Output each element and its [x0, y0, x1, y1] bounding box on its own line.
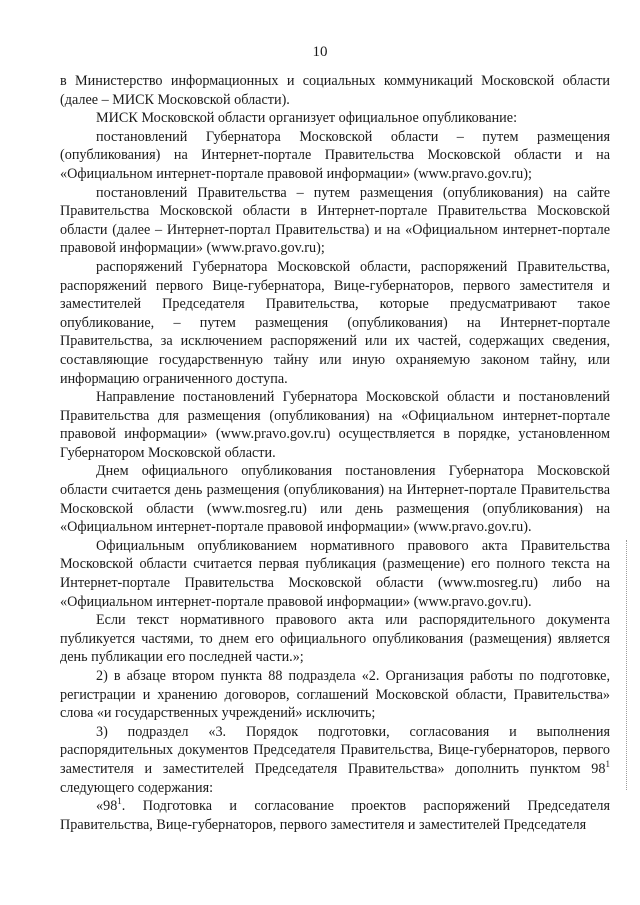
paragraph: постановлений Губернатора Московской области – путем размещения (опубликования) на Интернет-портале Правительства Московской области и на «Официальном интернет-портале правовой информации» (www.pravo.gov.ru); — [60, 128, 610, 182]
paragraph: в Министерство информационных и социальных коммуникаций Московской области (далее – МИСК Московской области). — [60, 73, 610, 108]
paragraph: Официальным опубликованием нормативного правового акта Правительства Московской области считается первая публикация (размещение) его полного текста на Интернет-портале Правительства Московской области (www.mosreg.ru) либо на «Официальном интернет-портале правовой информации» (www.pravo.gov.ru). — [60, 537, 610, 610]
paragraph: МИСК Московской области организует официальное опубликование: — [96, 110, 518, 127]
paragraph-item-3 — [60, 723, 610, 797]
item-98-text: . Подготовка и согласование проектов распоряжений Председателя Правительства, Вице-губернаторов, первого заместителя и заместителей Председателя — [60, 798, 610, 833]
paragraph: распоряжений Губернатора Московской области, распоряжений Правительства, распоряжений первого Вице-губернатора, Вице-губернаторов, первого заместителя и заместителей Председателя Правительства, которые предусматривают такое опубликование, – путем размещения (опубликования) на Интернет-портале Правительства, за исключением распоряжений или их частей, содержащих сведения, составляющие государственную тайну или иную охраняемую законом тайну, или информацию ограниченного доступа. — [60, 258, 610, 387]
page-number: 10 — [312, 44, 328, 60]
paragraph: постановлений Правительства – путем размещения (опубликования) на сайте Правительства Московской области в Интернет-портале Правительства Московской области (далее – Интернет-портал Правительства) и на «Официальном интернет-портале правовой информации» (www.pravo.gov.ru); — [60, 184, 610, 257]
item-3-text: 3) подраздел «3. Порядок подготовки, согласования и выполнения распорядительных документов Председателя Правительства, Вице-губернаторов, первого заместителя и заместителей Председателя Правительства» дополнить пунктом 98 — [60, 723, 610, 777]
superscript: 1 — [117, 796, 122, 807]
paragraph: 2) в абзаце втором пункта 88 подраздела «2. Организация работы по подготовке, регистрации и хранению договоров, соглашений Московской области, Правительства» слова «и государственных учреждений» исключить; — [60, 668, 610, 722]
paragraph: Днем официального опубликования постановления Губернатора Московской области считается день размещения (опубликования) на Интернет-портале Правительства Московской области (www.mosreg.ru) или день размещения (опубликования) на «Официальном интернет-портале правовой информации» (www.pravo.gov.ru). — [60, 463, 610, 536]
document-body — [60, 72, 610, 834]
paragraph: Если текст нормативного правового акта или распорядительного документа публикуется частями, то днем его официального опубликования (размещения) является день публикации его последней части.»; — [60, 612, 610, 666]
paragraph: Направление постановлений Губернатора Московской области и постановлений Правительства для размещения (опубликования) на «Официальном интернет-портале правовой информации» (www.pravo.gov.ru) осуществляется в порядке, установленном Губернатором Московской области. — [60, 389, 610, 461]
item-3-tail: следующего содержания: — [60, 779, 214, 796]
item-98-prefix: «98 — [96, 798, 118, 815]
superscript: 1 — [605, 758, 610, 769]
margin-scan-mark — [626, 540, 628, 790]
paragraph-item-98 — [60, 797, 610, 834]
